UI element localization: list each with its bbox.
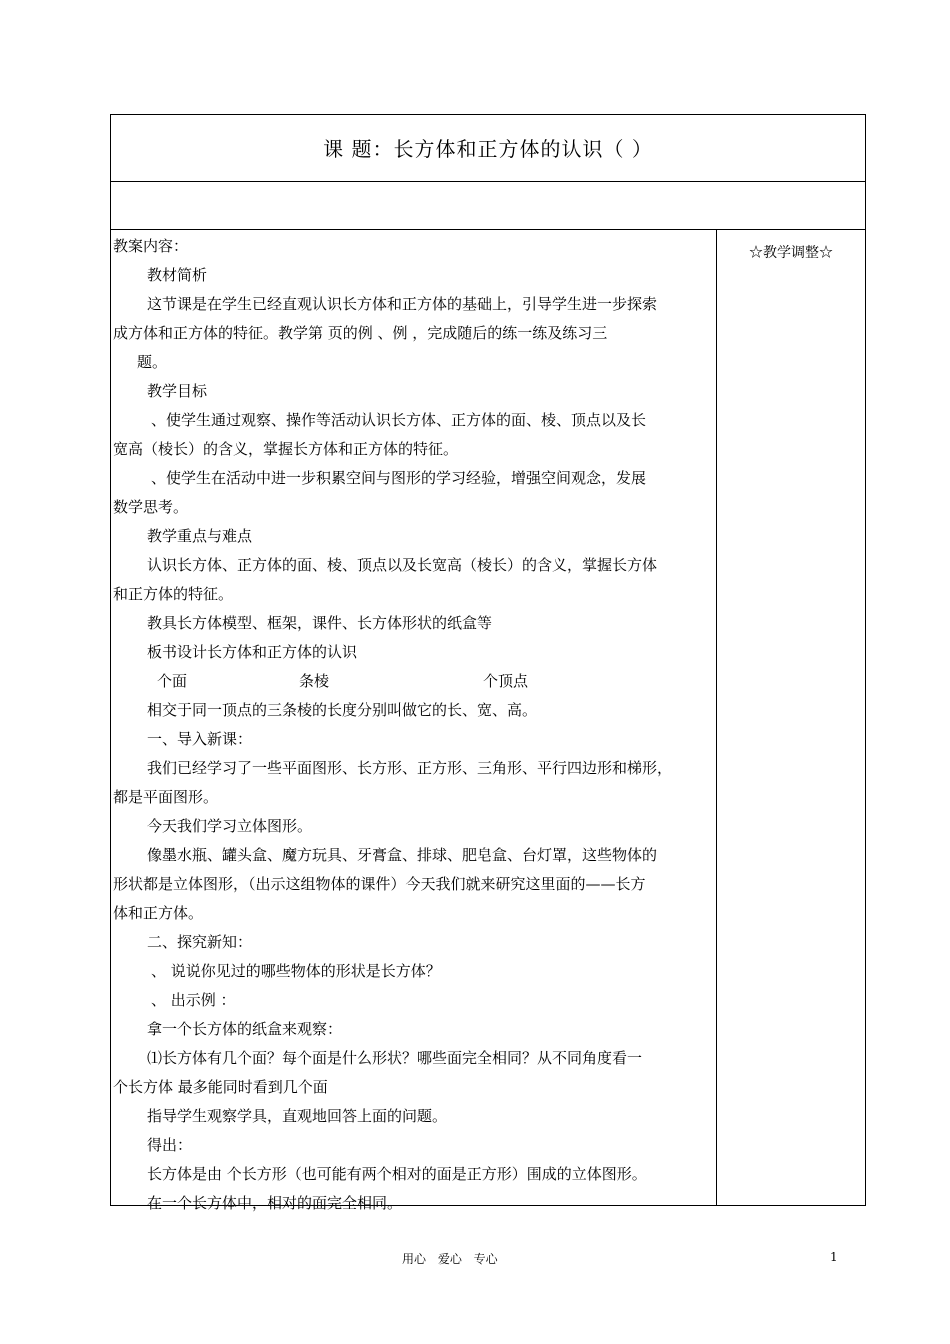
teaching-adjustment-label: ☆教学调整☆	[749, 245, 833, 261]
text-line: 体和正方体。	[113, 904, 204, 922]
text-line: 得出：	[147, 1136, 193, 1154]
text-line: 今天我们学习立体图形。	[147, 817, 313, 835]
text-line: 认识长方体、正方体的面、棱、顶点以及长宽高（棱长）的含义，掌握长方体	[147, 556, 658, 574]
footer-motto: 用心 爱心 专心	[402, 1252, 498, 1266]
text-line: 指导学生观察学具，直观地回答上面的问题。	[147, 1107, 448, 1125]
section-heading: 教学重点与难点	[147, 527, 253, 545]
text-line: 这节课是在学生已经直观认识长方体和正方体的基础上，引导学生进一步探索	[147, 295, 658, 313]
teaching-adjustment-cell	[717, 230, 865, 1205]
text-line: 相交于同一顶点的三条棱的长度分别叫做它的长、宽、高。	[147, 701, 538, 719]
page-number: 1	[830, 1250, 838, 1264]
section-heading: 教学目标	[147, 382, 208, 400]
text-line: 、 说说你见过的哪些物体的形状是长方体？	[151, 962, 441, 980]
text-line: 在一个长方体中，相对的面完全相同。	[147, 1194, 403, 1212]
title-row	[111, 115, 865, 182]
text-line: 、 出示例 ：	[151, 991, 236, 1009]
board-vertices: 个顶点	[483, 672, 529, 690]
text-line: 和正方体的特征。	[113, 585, 234, 603]
text-line: 我们已经学习了一些平面图形、长方形、正方形、三角形、平行四边形和梯形，	[147, 759, 673, 777]
blank-row	[111, 182, 865, 230]
text-line: 板书设计长方体和正方体的认识	[147, 643, 358, 661]
lesson-plan-table	[110, 114, 866, 1212]
text-line: 成方体和正方体的特征。教学第 页的例 、例 ，完成随后的练一练及练习三	[113, 324, 608, 342]
text-line: 数学思考。	[113, 498, 189, 516]
text-line: 、使学生在活动中进一步积累空间与图形的学习经验，增强空间观念，发展	[151, 469, 647, 487]
text-line: 宽高（棱长）的含义，掌握长方体和正方体的特征。	[113, 440, 459, 458]
lesson-content-cell	[111, 230, 717, 1212]
text-line: 教具长方体模型、框架，课件、长方体形状的纸盒等	[147, 614, 493, 632]
content-label: 教案内容：	[113, 237, 189, 255]
text-line: 题。	[137, 353, 168, 371]
text-line: 形状都是立体图形，（出示这组物体的课件）今天我们就来研究这里面的——长方	[113, 875, 646, 893]
section-heading: 一、导入新课：	[147, 730, 253, 748]
text-line: 拿一个长方体的纸盒来观察：	[147, 1020, 343, 1038]
text-line: 、使学生通过观察、操作等活动认识长方体、正方体的面、棱、顶点以及长	[151, 411, 647, 429]
section-heading: 教材简析	[147, 266, 208, 284]
text-line: 像墨水瓶、罐头盒、魔方玩具、牙膏盒、排球、肥皂盒、台灯罩，这些物体的	[147, 846, 658, 864]
text-line: 都是平面图形。	[113, 788, 219, 806]
section-heading: 二、探究新知：	[147, 933, 253, 951]
lesson-title: 课 题：长方体和正方体的认识（ ）	[323, 137, 653, 161]
text-line: 个长方体 最多能同时看到几个面	[113, 1078, 328, 1096]
text-line: 长方体是由 个长方形（也可能有两个相对的面是正方形）围成的立体图形。	[147, 1165, 647, 1183]
board-faces: 个面	[157, 672, 188, 690]
text-line: ⑴长方体有几个面？每个面是什么形状？哪些面完全相同？从不同角度看一	[147, 1049, 643, 1067]
board-edges: 条棱	[299, 672, 330, 690]
